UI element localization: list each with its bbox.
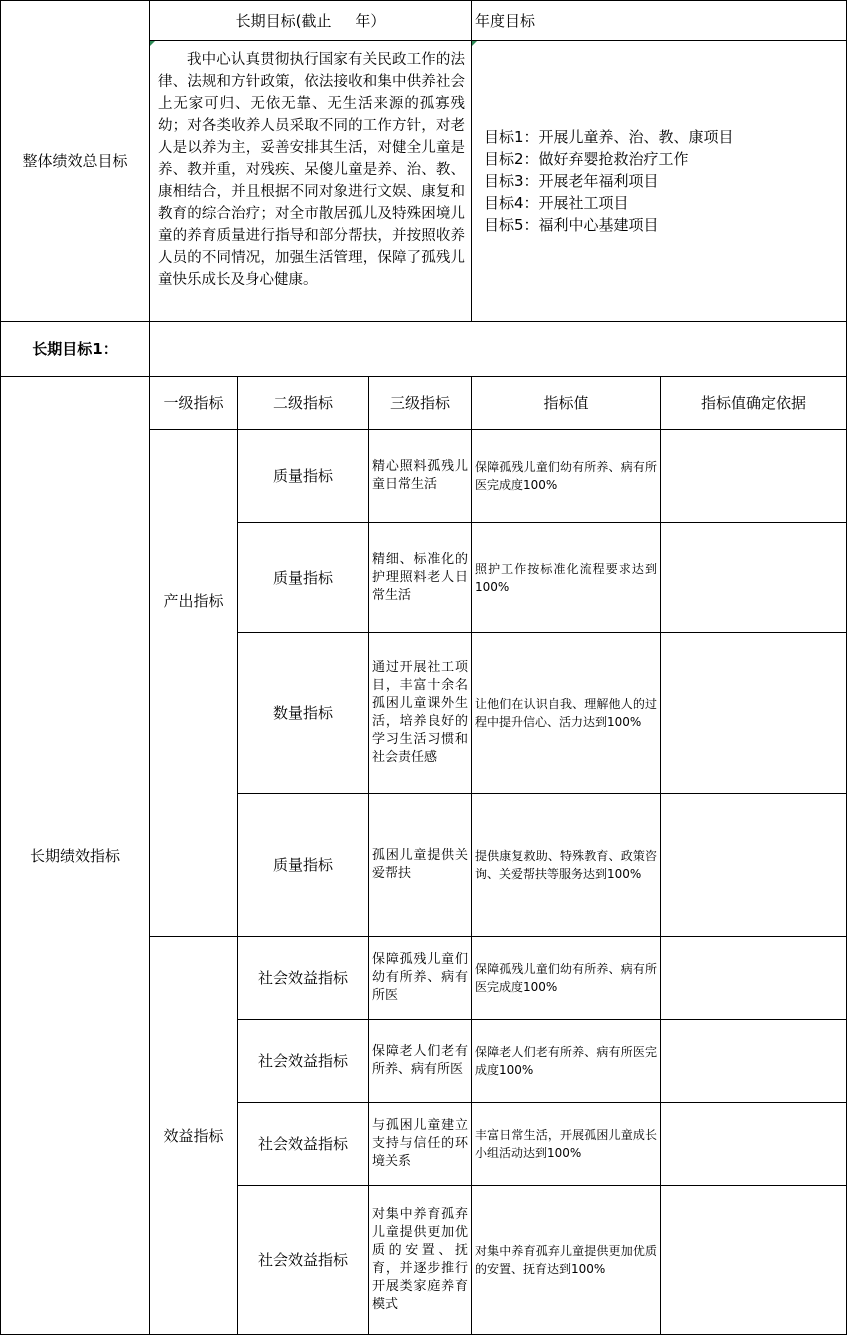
indicators-section-label-text: 长期绩效指标 bbox=[29, 846, 120, 865]
level2-text: 社会效益指标 bbox=[257, 969, 348, 987]
level2-text: 质量指标 bbox=[272, 856, 333, 874]
value-text: 让他们在认识自我、理解他人的过程中提升信心、活力达到100% bbox=[475, 697, 657, 729]
level2-text: 数量指标 bbox=[272, 704, 333, 722]
annual-goal-header bbox=[472, 0, 847, 41]
level2-cell bbox=[238, 937, 369, 1020]
level3-text: 保障孤残儿童们幼有所养、病有所医 bbox=[372, 952, 468, 1003]
value-cell bbox=[472, 1103, 661, 1186]
level2-cell bbox=[238, 430, 369, 523]
value-text: 照护工作按标准化流程要求达到100% bbox=[475, 561, 657, 594]
long-term-goal-header bbox=[150, 0, 472, 41]
level2-text: 社会效益指标 bbox=[257, 1251, 348, 1269]
level3-text: 精心照料孤残儿童日常生活 bbox=[372, 459, 468, 492]
long-term-goal-text: 我中心认真贯彻执行国家有关民政工作的法律、法规和方针政策，依法接收和集中供养社会上无家可归、无依无靠、无生活来源的孤寡残幼；对各类收养人员采取不同的工作方针，对老人是以养为主，妥善安排其生活，对健全儿童是养、教并重，对残疾、呆傻儿童是养、治、教、康相结合，并且根据不同对象进行文娱、康复和教育的综合治疗；对全市散居孤儿及特殊困境儿童的养育质量进行指导和部分帮扶，并按照收养人员的不同情况，加强生活管理，保障了孤残儿童快乐成长及身心健康。 bbox=[158, 52, 465, 288]
value-cell bbox=[472, 633, 661, 794]
level3-text: 通过开展社工项目，丰富十余名孤困儿童课外生活，培养良好的学习生活习惯和社会责任感 bbox=[372, 660, 468, 765]
level2-cell bbox=[238, 1020, 369, 1103]
column-header-text: 二级指标 bbox=[272, 394, 333, 412]
long-term-goal-1-label bbox=[0, 322, 150, 377]
level3-text: 与孤困儿童建立支持与信任的环境关系 bbox=[372, 1118, 468, 1169]
value-text: 保障孤残儿童们幼有所养、病有所医完成度100% bbox=[475, 962, 657, 994]
overall-goal-label-text: 整体绩效总目标 bbox=[22, 152, 128, 170]
column-header-basis bbox=[661, 377, 847, 430]
level3-cell bbox=[369, 794, 472, 937]
column-header-text: 指标值确定依据 bbox=[700, 394, 806, 412]
level2-cell bbox=[238, 794, 369, 937]
basis-cell bbox=[661, 1186, 847, 1335]
indicators-section-label bbox=[0, 377, 150, 1335]
long-term-goal-1-label-text: 长期目标1： bbox=[32, 340, 118, 358]
column-header-level1 bbox=[150, 377, 238, 430]
column-header-level2 bbox=[238, 377, 369, 430]
annual-goal-item: 目标2：做好弃婴抢救治疗工作 bbox=[484, 150, 689, 168]
column-header-text: 一级指标 bbox=[163, 394, 224, 412]
long-term-goal-text-cell bbox=[150, 41, 472, 322]
basis-cell bbox=[661, 1103, 847, 1186]
level3-cell bbox=[369, 430, 472, 523]
column-header-level3 bbox=[369, 377, 472, 430]
level1-output-indicators bbox=[150, 430, 238, 937]
value-text: 保障孤残儿童们幼有所养、病有所医完成度100% bbox=[475, 460, 657, 492]
column-header-value bbox=[472, 377, 661, 430]
basis-cell bbox=[661, 794, 847, 937]
long-term-goal-header-text: 长期目标(截止 年） bbox=[235, 11, 386, 30]
level2-cell bbox=[238, 633, 369, 794]
level2-cell bbox=[238, 1186, 369, 1335]
level2-cell bbox=[238, 523, 369, 633]
level3-cell bbox=[369, 633, 472, 794]
basis-cell bbox=[661, 633, 847, 794]
overall-goal-label bbox=[0, 0, 150, 322]
annual-goal-item: 目标4：开展社工项目 bbox=[484, 194, 629, 212]
annual-goal-item: 目标1：开展儿童养、治、教、康项目 bbox=[484, 128, 734, 146]
level3-text: 保障老人们老有所养、病有所医 bbox=[372, 1044, 468, 1077]
level2-text: 社会效益指标 bbox=[257, 1135, 348, 1153]
annual-goal-item: 目标5：福利中心基建项目 bbox=[484, 216, 659, 234]
level1-text: 产出指标 bbox=[163, 592, 224, 610]
value-cell bbox=[472, 1186, 661, 1335]
annual-goal-header-text: 年度目标 bbox=[475, 11, 536, 30]
basis-cell bbox=[661, 937, 847, 1020]
value-text: 提供康复救助、特殊教育、政策咨询、关爱帮扶等服务达到100% bbox=[475, 849, 657, 881]
column-header-text: 三级指标 bbox=[389, 394, 450, 412]
value-cell bbox=[472, 430, 661, 523]
level3-cell bbox=[369, 1186, 472, 1335]
annual-goal-item: 目标3：开展老年福利项目 bbox=[484, 172, 659, 190]
annual-goals-cell bbox=[472, 41, 847, 322]
basis-cell bbox=[661, 523, 847, 633]
value-text: 丰富日常生活，开展孤困儿童成长小组活动达到100% bbox=[475, 1128, 657, 1160]
column-header-text: 指标值 bbox=[543, 394, 589, 412]
level3-cell bbox=[369, 523, 472, 633]
level2-text: 质量指标 bbox=[272, 568, 333, 587]
value-cell bbox=[472, 1020, 661, 1103]
annual-goals-list bbox=[472, 126, 734, 236]
cell-comment-marker bbox=[472, 41, 477, 46]
cell-comment-marker bbox=[150, 41, 155, 46]
level3-cell bbox=[369, 937, 472, 1020]
value-text: 对集中养育孤弃儿童提供更加优质的安置、抚育达到100% bbox=[475, 1244, 657, 1276]
basis-cell bbox=[661, 430, 847, 523]
level2-cell bbox=[238, 1103, 369, 1186]
level1-benefit-indicators bbox=[150, 937, 238, 1335]
level3-text: 对集中养育孤弃儿童提供更加优质的安置、抚育，并逐步推行开展类家庭养育模式 bbox=[372, 1207, 468, 1312]
value-cell bbox=[472, 937, 661, 1020]
long-term-goal-1-value bbox=[150, 322, 847, 377]
level2-text: 社会效益指标 bbox=[257, 1052, 348, 1070]
basis-cell bbox=[661, 1020, 847, 1103]
value-cell bbox=[472, 794, 661, 937]
level3-cell bbox=[369, 1020, 472, 1103]
level1-text: 效益指标 bbox=[163, 1126, 224, 1145]
level3-cell bbox=[369, 1103, 472, 1186]
level2-text: 质量指标 bbox=[272, 467, 333, 485]
level3-text: 孤困儿童提供关爱帮扶 bbox=[372, 848, 468, 881]
value-cell bbox=[472, 523, 661, 633]
level3-text: 精细、标准化的护理照料老人日常生活 bbox=[372, 551, 468, 603]
value-text: 保障老人们老有所养、病有所医完成度100% bbox=[475, 1045, 657, 1077]
